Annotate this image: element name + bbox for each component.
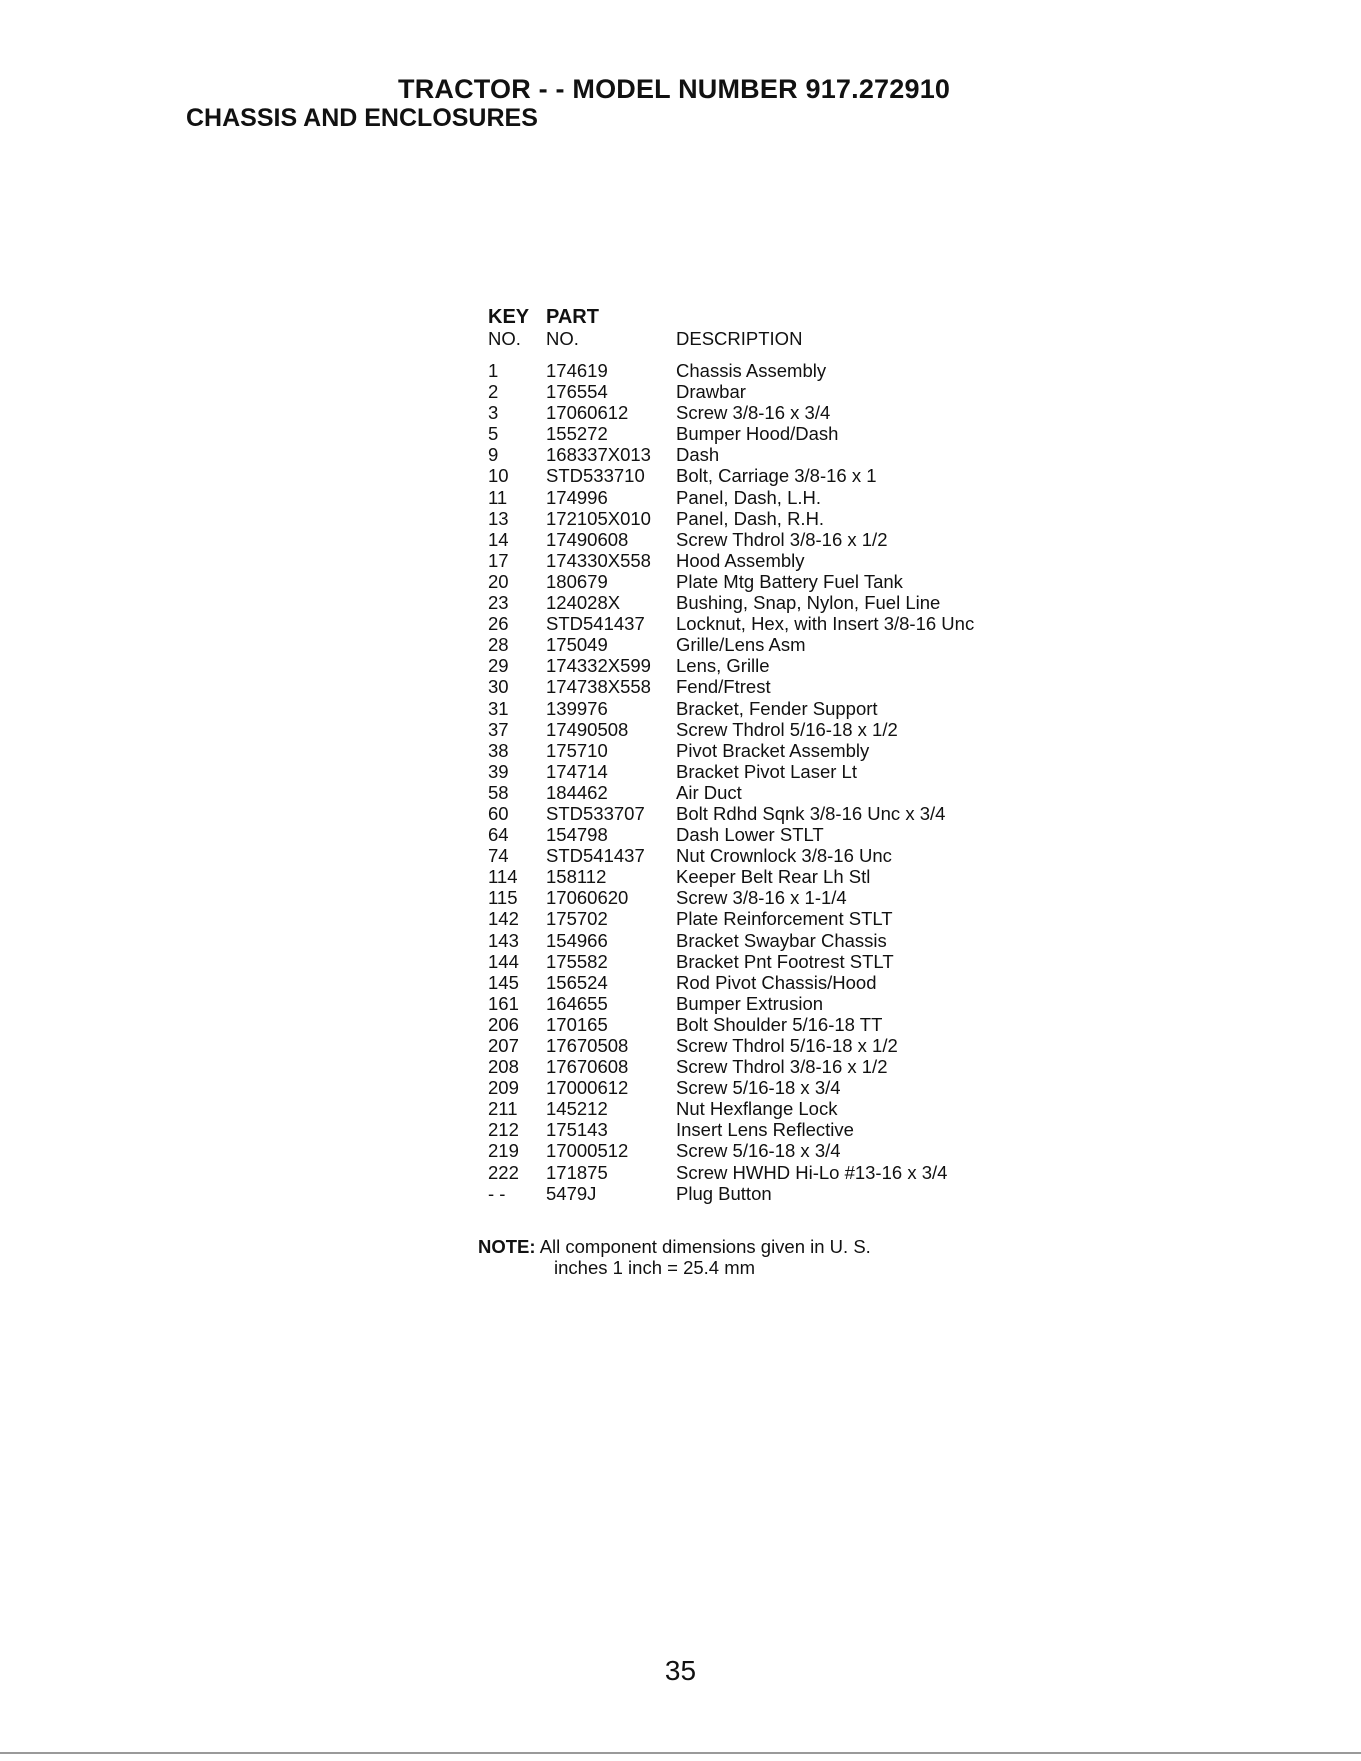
row-part-number: 174332X599: [546, 655, 651, 677]
table-row: [488, 550, 974, 571]
row-part-number: 170165: [546, 1013, 608, 1035]
row-part-number: 154798: [546, 824, 608, 846]
table-header-bottom: [488, 328, 974, 350]
row-key: 31: [488, 697, 509, 719]
row-key: 207: [488, 1035, 519, 1056]
row-description: Air Duct: [676, 781, 742, 803]
row-key: 5: [488, 423, 499, 445]
row-description: Screw 3/8-16 x 3/4: [676, 402, 831, 424]
row-key: 26: [488, 613, 509, 635]
row-key: 144: [488, 950, 519, 972]
header-key: KEY: [488, 306, 530, 328]
row-key: 209: [488, 1077, 519, 1099]
row-description: Hood Assembly: [676, 549, 805, 571]
row-key: 208: [488, 1056, 519, 1078]
table-row: [488, 761, 974, 782]
table-body: [488, 360, 974, 1204]
row-description: Panel, Dash, L.H.: [676, 486, 821, 508]
note-text-1: All component dimensions given in U. S.: [539, 1236, 871, 1257]
table-row: [488, 1183, 974, 1204]
row-key: 143: [488, 929, 519, 951]
row-part-number: 184462: [546, 781, 608, 803]
table-row: [488, 1077, 974, 1098]
row-description: Screw Thdrol 3/8-16 x 1/2: [676, 528, 888, 550]
row-description: Screw Thdrol 5/16-18 x 1/2: [676, 1035, 898, 1056]
row-key: 58: [488, 781, 509, 803]
table-row: [488, 655, 974, 676]
table-row: [488, 444, 974, 465]
row-part-number: 164655: [546, 992, 608, 1014]
table-row: [488, 993, 974, 1014]
row-part-number: 17060612: [546, 402, 629, 424]
row-part-number: 17060620: [546, 887, 629, 909]
row-description: Dash Lower STLT: [676, 824, 824, 846]
header-part: PART: [546, 306, 599, 328]
row-description: Drawbar: [676, 381, 746, 403]
note-text-2: inches 1 inch = 25.4 mm: [554, 1257, 756, 1278]
row-part-number: 175710: [546, 739, 608, 761]
row-part-number: 172105X010: [546, 507, 651, 529]
note-label: NOTE:: [478, 1236, 536, 1257]
row-key: 114: [488, 866, 518, 888]
row-key: 28: [488, 634, 509, 656]
row-part-number: 156524: [546, 971, 608, 993]
row-description: Screw Thdrol 3/8-16 x 1/2: [676, 1056, 888, 1078]
row-part-number: 155272: [546, 423, 608, 445]
table-row: [488, 1162, 974, 1183]
row-description: Screw 3/8-16 x 1-1/4: [676, 887, 847, 909]
row-description: Keeper Belt Rear Lh Stl: [676, 866, 871, 888]
row-part-number: 174619: [546, 360, 608, 381]
row-part-number: 175582: [546, 950, 608, 972]
parts-table: [488, 306, 974, 1204]
table-row: [488, 592, 974, 613]
row-description: Bolt, Carriage 3/8-16 x 1: [676, 465, 877, 487]
row-key: 145: [488, 971, 519, 993]
row-part-number: 180679: [546, 570, 608, 592]
row-description: Plate Reinforcement STLT: [676, 908, 893, 930]
row-part-number: 171875: [546, 1161, 608, 1183]
table-row: [488, 866, 974, 887]
note: [478, 1236, 871, 1278]
table-row: [488, 634, 974, 655]
row-description: Dash: [676, 444, 720, 466]
row-part-number: STD541437: [546, 845, 645, 867]
row-key: 29: [488, 655, 509, 677]
row-part-number: 174330X558: [546, 549, 651, 571]
row-part-number: 5479J: [546, 1182, 597, 1204]
row-key: 64: [488, 824, 509, 846]
row-key: 115: [488, 887, 518, 909]
row-part-number: 175702: [546, 908, 608, 930]
table-row: [488, 402, 974, 423]
row-part-number: STD541437: [546, 613, 645, 635]
header-key-no: NO.: [488, 328, 521, 349]
row-description: Nut Hexflange Lock: [676, 1098, 838, 1120]
row-part-number: 124028X: [546, 592, 621, 614]
table-row: [488, 1098, 974, 1119]
table-row: [488, 676, 974, 697]
table-row: [488, 782, 974, 803]
row-part-number: 17000612: [546, 1077, 629, 1099]
row-part-number: 145212: [546, 1098, 608, 1120]
row-description: Nut Crownlock 3/8-16 Unc: [676, 845, 892, 867]
page-number: 35: [664, 1655, 697, 1686]
row-description: Screw 5/16-18 x 3/4: [676, 1140, 841, 1162]
table-row: [488, 972, 974, 993]
header-description: DESCRIPTION: [676, 328, 803, 349]
table-row: [488, 1056, 974, 1077]
row-key: 30: [488, 676, 509, 698]
row-key: 142: [488, 908, 519, 930]
table-row: [488, 930, 974, 951]
row-part-number: STD533710: [546, 465, 645, 487]
row-key: 23: [488, 592, 509, 614]
table-row: [488, 613, 974, 634]
row-description: Bumper Extrusion: [676, 992, 824, 1014]
row-description: Lens, Grille: [676, 655, 770, 677]
row-key: 9: [488, 444, 499, 466]
row-description: Bracket Pnt Footrest STLT: [676, 950, 894, 972]
row-part-number: 17000512: [546, 1140, 629, 1162]
row-key: 206: [488, 1013, 519, 1035]
page-title: TRACTOR - - MODEL NUMBER 917.272910: [398, 74, 951, 104]
row-description: Panel, Dash, R.H.: [676, 507, 825, 529]
bottom-rule: [0, 1752, 1361, 1754]
row-part-number: 168337X013: [546, 444, 651, 466]
row-key: 14: [488, 528, 509, 550]
row-description: Rod Pivot Chassis/Hood: [676, 971, 877, 993]
row-key: 74: [488, 845, 509, 867]
row-part-number: 175049: [546, 634, 608, 656]
table-row: [488, 845, 974, 866]
row-part-number: 17490508: [546, 718, 629, 740]
row-part-number: 174996: [546, 486, 608, 508]
table-row: [488, 951, 974, 972]
row-description: Bushing, Snap, Nylon, Fuel Line: [676, 592, 941, 614]
row-key: 211: [488, 1098, 518, 1120]
table-row: [488, 381, 974, 402]
row-description: Insert Lens Reflective: [676, 1119, 854, 1141]
table-row: [488, 487, 974, 508]
row-key: 2: [488, 381, 499, 403]
row-key: 1: [488, 360, 499, 381]
row-key: 3: [488, 402, 499, 424]
row-description: Plug Button: [676, 1182, 772, 1204]
table-row: [488, 571, 974, 592]
row-description: Plate Mtg Battery Fuel Tank: [676, 570, 903, 592]
row-description: Chassis Assembly: [676, 360, 827, 381]
row-part-number: 17670608: [546, 1056, 629, 1078]
row-key: 37: [488, 718, 509, 740]
table-row: [488, 1119, 974, 1140]
header-part-no: NO.: [546, 328, 579, 349]
row-key: 212: [488, 1119, 519, 1141]
row-description: Bolt Rdhd Sqnk 3/8-16 Unc x 3/4: [676, 802, 946, 824]
table-row: [488, 360, 974, 381]
row-part-number: 175143: [546, 1119, 608, 1141]
row-key: - -: [488, 1182, 506, 1204]
row-part-number: STD533707: [546, 802, 645, 824]
row-part-number: 174714: [546, 760, 608, 782]
row-part-number: 158112: [546, 866, 607, 888]
table-row: [488, 803, 974, 824]
table-row: [488, 508, 974, 529]
row-part-number: 17490608: [546, 528, 629, 550]
table-row: [488, 824, 974, 845]
row-key: 222: [488, 1161, 519, 1183]
row-description: Grille/Lens Asm: [676, 634, 806, 656]
table-row: [488, 908, 974, 929]
row-key: 60: [488, 802, 509, 824]
row-description: Bracket Swaybar Chassis: [676, 929, 887, 951]
table-row: [488, 740, 974, 761]
row-description: Pivot Bracket Assembly: [676, 739, 870, 761]
row-key: 10: [488, 465, 509, 487]
row-key: 38: [488, 739, 509, 761]
row-part-number: 139976: [546, 697, 608, 719]
row-description: Bolt Shoulder 5/16-18 TT: [676, 1013, 883, 1035]
row-part-number: 154966: [546, 929, 608, 951]
table-header-top: [488, 306, 974, 328]
table-row: [488, 1035, 974, 1056]
row-description: Bracket, Fender Support: [676, 697, 878, 719]
note-line-1: [478, 1236, 871, 1257]
row-part-number: 17670508: [546, 1035, 629, 1056]
row-part-number: 176554: [546, 381, 608, 403]
row-key: 20: [488, 570, 509, 592]
row-description: Screw 5/16-18 x 3/4: [676, 1077, 841, 1099]
row-description: Bumper Hood/Dash: [676, 423, 839, 445]
section-subtitle: CHASSIS AND ENCLOSURES: [186, 104, 538, 132]
row-description: Screw Thdrol 5/16-18 x 1/2: [676, 718, 898, 740]
row-key: 11: [488, 486, 508, 508]
row-part-number: 174738X558: [546, 676, 651, 698]
row-description: Locknut, Hex, with Insert 3/8-16 Unc: [676, 613, 975, 635]
table-row: [488, 698, 974, 719]
row-description: Fend/Ftrest: [676, 676, 771, 698]
table-row: [488, 887, 974, 908]
row-key: 17: [488, 549, 509, 571]
row-description: Bracket Pivot Laser Lt: [676, 760, 857, 782]
row-key: 219: [488, 1140, 519, 1162]
table-row: [488, 719, 974, 740]
row-description: Screw HWHD Hi-Lo #13-16 x 3/4: [676, 1161, 948, 1183]
row-key: 39: [488, 760, 509, 782]
table-row: [488, 465, 974, 486]
row-key: 161: [488, 992, 519, 1014]
table-row: [488, 1140, 974, 1161]
table-row: [488, 1014, 974, 1035]
table-row: [488, 423, 974, 444]
row-key: 13: [488, 507, 509, 529]
table-row: [488, 529, 974, 550]
